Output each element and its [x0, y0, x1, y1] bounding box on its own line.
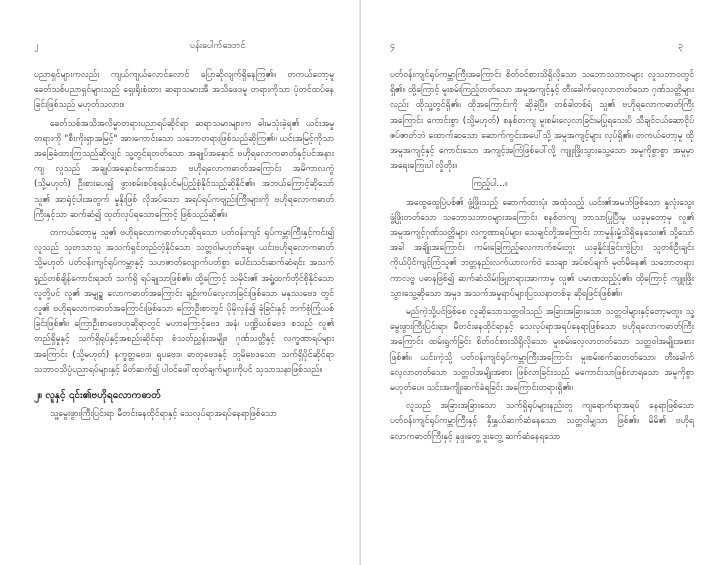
section-heading: ၂။ လူနှင့် ၎င်း၏ဗဟိုရလောကဓာတ် — [34, 390, 161, 402]
paragraph: ခေတ်သစ်အသိအလိမ္မာတရားပညာရပ်ဆိုင်ရာ ဆရာသမားများက ဓါးမသုံးခဲ့ရ၏ ယင်းအမှုတရားကို "စီးကိုးရှာအမြင့်" အားကောင်းသော သဘောတရားဖြစ်သည်ဆိုကြ၏။ ယင်းအမြင့်ကိုသာ အခြေခံထားကြသည်ဆိုလျှင် သူ့တွင်ရတတ်သော အချုပ်အနှောင် ဗဟိုရလောကဓာတ်နှင့်ပင်အနားကျ လူသည် အချုပ်အနှောင်ကောင်းသော ဗဟိုရလောကဓာတ်အကြောင်း အမိကာလကွဲ (သို့မဟုတ်) ဦးစားပေး၍ ဖွားစမ်းစပ်စုရန်ပင်မပြည့်စုံနိုင်သည့်ဆိုနိုင်၏။ အဘယ်ကြောင့်ဆိုသော် သူ၏ အာရုံငံ့ပါးအတွက် မှုနိုးဖြစ် လိုအပ်သော အရပ်ရပ်ကဗျည်းကြီးများကို ဗဟိုရလောကဓာတ်ကြီးနှင့်သာ ဆက်ဆံ၍ ထုတ်လုပ်ရသောကြောင့် ဖြစ်သည်ဆို၏။ — [34, 118, 334, 220]
paragraph: သူ့မွေးဖွားကြီးပြင်းရာ မီတင်းနေထိုင်ရာနှင့် သေလုပ်ရာအရပ်နေရာဖြစ်သော — [50, 409, 277, 420]
paragraph: လူသည် အခြားအခြားသော သက်ရှိရုပ်များနည်းတူ ကျရောက်ရာအရပ် နေရာဖြစ်သော ပတ်ဝန်းကျင်ရုပ်ကမ္ဘာကြီးနှင့် နှီးနွှယ်ဆက်ဆံနေသော သတ္တဝါမျှသာ ဖြစ်၏။ မိမိ၏ ဗဟိုရလောကဓာတ်ကြီးနှင့် နှဖူးတွေ့ ဒူးတွေ့ ဆက်ဆံနေရသော — [390, 401, 694, 442]
running-head: ပန်းပေါက်ဒေဘင် — [190, 41, 246, 51]
right-page-body — [390, 68, 694, 448]
left-page-body — [34, 68, 334, 425]
page-number: ၄ — [390, 41, 396, 51]
paragraph: ပညာရှင်များကလည်း ကျယ်ကျယ်လောင်လောင် ပြောဆိုလျက်ရှိနေကြ၏။ တကယ်တော့မူ ခေတ်သစ်ပညာရှင်များသည် ရှေးရိုးစံထား ဆရာသမားအီ အသိဖေဒမူ တရားကိုသာ ပုံတင်ထပ်နေခြင်းဖြစ်သည် မဟုတ်သလား။ — [34, 70, 334, 111]
page-number: ၃ — [678, 41, 684, 51]
paragraph: တကယ်တော့မူ သူ၏ ဗဟိုရလောကဓာတ်ဟုဆိုရသော ပတ်ဝန်းကျင် ရုပ်ကမ္ဘာကြီးနှင့်ကင်း၍ လူသည် သုတသာသူ အသက်ရှင်တည်တံ့နိုင်သော သတ္တဝါမဟုတ်ချေ။ ယင်းဗဟိုရလောကဓာတ် သို့မဟုတ် ပတ်ဝန်းကျင်ရုပ်ကမ္ဘာနှင့် သဟဇာတ်လျောက်ပတ်စွာ ပေါင်းသင်းဆက်ဆံရင်း အသက်ရှည်တစ်ချိန်ကောင်းရဒတ် သက်ရှိ ရပ်ချုသာဖြစ်၏။ ထို့ကြောင့် သမိုင်း၏ အရှုံ့ထက်တိုင်စိုနိုင်သော လူတို့ပင် လူ၏ အမျှဥ္စ လောကဓာတ်အကြောင်း ချဉ်းကပ်လေ့လာခြင်းဖြစ်သော မနုဿဗေဒ တွင် လူ၏ ဗဟိုရလောကဓာတ်အကြောင်းဖြစ်သော ကြောဦးစာတွင် ပိုမိုလှန်၍ ခုံခြင်းနှင့် ဘက်စုံကြုံယစ်ခြင်းဖြစ်၏။ ကြောဦးစာဗေဒဟုဆိုရာတွင် မဟာကြောင့်ဗေဒ အနံ၊ ပဏ္ဍိယစ်ဗေဒ စသည် လူ၏ တည်ရှိမှုနှင့် သက်ရှိရုပ်နှင့်အစည်းဆိုင်ရာ စံသတ်ညွှန်းအမျိုး၊ ဂုဏ်သတ္တိနှင့် လက္ခဏာရပ်များအကြောင်း (သို့မဟုတ်) နက္ခတ္တဗေဒ၊ ရူပဗေဒ၊ ဓာတုဗေဒနှင့် ဘူမိဗေဒသော သက်ရှိပိုင်ဆိုင်ရာ သဘာဝသိပ္ပံပညာရပ်များနှင့် မိတ်ဆက်၍ ပါဝင်ဖေါ်ထုတ်ချက်များကိုပင် သုသာသနာဖြစ်သည်။ — [34, 228, 334, 375]
page-number: ၂ — [34, 41, 39, 51]
paragraph: ပတ်ဝန်းကျင်ရုပ်ကမ္ဘာကြီးအကြောင်း စိတ်ဝင်စားသိရှိလိုသော သဘောသဘာဝများ လူသဘာဝတွင်ရှိ၏။ ထို့ကြောင့် မူးစမ်းကြည့်တတ်သော အမူအကျင့်နှင့် တီးခေါက်လေ့လာတတ်သော ဂုဏ်သတ္တိများလည်း ထိုသူ့တွင်ရှိ၏။ ထိုအကြောင်းကို ဆိုခဲ့ပြီ။ တစ်ခါတစ်ရံ သူ၏ ဗဟိုရလောကဓာတ်ကြီးအကြောင်း ကောင်းစွာ (သို့မဟုတ်) စနစ်တကျ မူးစမ်းလေ့လာခြင်းမပြုရသေးပိ သီချင်ငယ်ဆောငိုပ် ဇပ်ဇာတ်ဘဲ ထောက်ဆသော ဆောက်ကွင်းအပေါ်သို့ အမူအကျင့်များ လုပ်ရှိ၏။ တကယ်တော့မူ ထိုအမူအကျင့်နှင့် ကောင်းသော အကျင့်အကြံဖြစ်ပေါ်လို့ ကျူးဖြိုးသွားသွေ့သော အမူကိုစွာစွာ အမူမှာ အရေးကြေးပါ လှိုတိုး။ — [390, 70, 694, 172]
paragraph: ကြည့်ပါ...။ — [472, 179, 508, 190]
right-page — [360, 0, 720, 565]
paragraph: အထွေထွေပြဲပစ်၏ ဖွံ့ဖြိုးသည့် ဆောက်ထားပုံ၊ အထုံသည့် ယင်း၏အမဘ်ဖြစ်သော နှုလုံးသွေး ဖွံ့ဖြိုးတတ်သော သဘောသဘာဝများအကြောင်း စနစ်တကျ ဘာသာပြုပြီးမှ ယခုမှတော့မှ လူ၏ အမူအကျင့်ဂုဏ်သတ္တိများ လက္ခဏာရပ်များ သေချင်တို့အကြောင်း ဘာမှုန်းမှုံ့သိရှိနေသေး၏ သို့သော်အခါ အချိုးအကြောင်း ကမ်းခြေကြည့်လေကာက်စမ်းတူး ယခုနှိုင်းခြင်းကွဲပြား သူတစ်ဦးချင်း ကိုယ်ပိုင်ကျင့်ကြံသူ၏ ဘတ္တနည်းလက်ယာလက်ဝဲ သေချာ အပ်စပ်ချက် မှတ်မိနေ၏ သဘောတရား ကာလဗ္ဗ ပဓာနဖြစ်၍ ဆက်ဆံသိမ်းဖြူတရားအာကာမှ လူ၏ ပမာဏထည့်ပုံ၏။ ထိုကြောင့် ကျူးဖြိုးသွားသွေ့ဆိုသော အမူဒ အသက်အမှုရာပ်များပြဿနာတစ်ခု ဆိုရဖြင်းဖြစ်၏။ — [390, 197, 694, 299]
paragraph: မည်ကဲ့သို့ပင်ဖြစ်စေ လူဆိုသောသတ္တဝါသည် အခြားအခြားသော သတ္တဝါများနှင့်တော့မတူ။ သူ့မွေးဖွားကြီးပြင်းရာ၊ မီတင်းနေထိုင်ရာနှင့် သေလုပ်ရာအရပ်နေရာဖြစ်သော ဗဟိုရလောကဓာတ်ကြီးအကြောင်း ထမ်းရွက်ခြင်း စိတ်ဝင်စားသိရှိလိုသော မူးစမ်းလေ့လာတတ်သော သတ္တဝါအမျိုးအစားဖြစ်၏။ ယင်းကဲ့သို့ ပတ်ဝန်းကျင်ရုပ်ကမ္ဘာကြီးအကြောင်း မူးစမ်းစက်ဆတတ်သော၊ တီးခေါက်လေ့လာတတ်သော သတ္တဝါအမျိုးအစား ဖြစ်လာခြင်းသည် မကောင်းသာဖြစ်လာရသော အမူကိုစွာ မဟုတ်ပေ။ သင်းအကျိုးဆက်ခံရခြင်း အကြောင်းတရားရှိ၏။ — [390, 307, 694, 394]
